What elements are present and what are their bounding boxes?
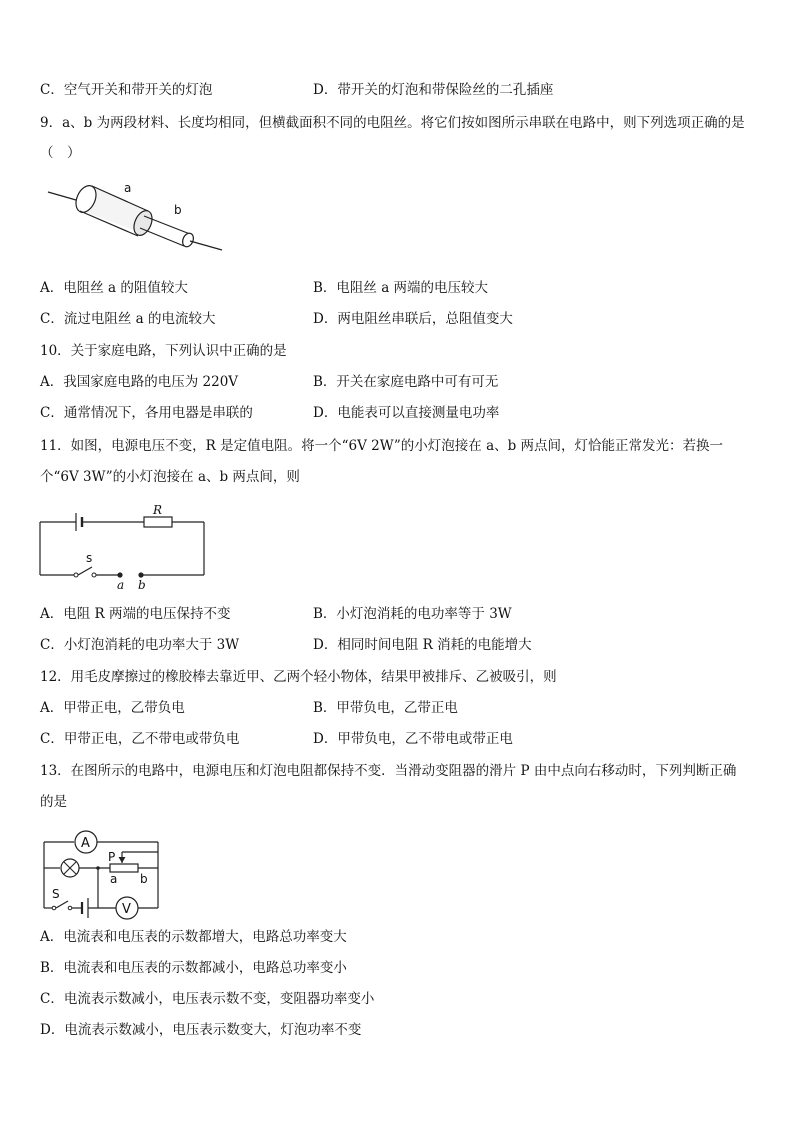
q11-label-s: s [86,551,93,565]
q13-option-a: A．电流表和电压表的示数都增大，电路总功率变大 [40,929,347,945]
q9-stem-line2: （ ） [40,145,81,161]
q13-label-ammeter: A [81,836,90,851]
q9-option-b: B．电阻丝 a 两端的电压较大 [313,280,489,296]
q11-option-d: D．相同时间电阻 R 消耗的电能增大 [313,637,532,653]
q13-circuit-figure [38,822,164,918]
q13-option-c: C．电流表示数减小，电压表示数不变，变阻器功率变小 [40,991,375,1007]
q13-option-d: D．电流表示数减小，电压表示数变大，灯泡功率不变 [40,1022,362,1038]
q13-label-a: a [110,872,118,886]
q11-resistor-r [144,517,172,527]
q11-label-r: R [153,503,163,517]
q10-option-a: A．我国家庭电路的电压为 220V [40,374,239,390]
q9-option-a: A．电阻丝 a 的阻值较大 [40,280,188,296]
q9-resistance-wire-figure [40,178,230,258]
q10-stem: 10．关于家庭电路，下列认识中正确的是 [40,343,287,359]
q10-option-b: B．开关在家庭电路中可有可无 [313,374,499,390]
q10-option-c: C．通常情况下，各用电器是串联的 [40,405,253,421]
q11-stem-line1: 11．如图，电源电压不变，R 是定值电阻。将一个“6V 2W”的小灯泡接在 a、b 两点间，灯恰能正常发光：若换一 [40,438,724,454]
q13-slider-p [119,857,126,863]
q13-switch-s [56,901,68,908]
q12-option-b: B．甲带负电，乙带正电 [313,700,458,716]
q12-stem: 12．用毛皮摩擦过的橡胶棒去靠近甲、乙两个轻小物体，结果甲被排斥、乙被吸引，则 [40,669,557,685]
q12-option-a: A．甲带正电，乙带负电 [40,700,185,716]
q10-option-d: D．电能表可以直接测量电功率 [313,405,500,421]
q11-option-a: A．电阻 R 两端的电压保持不变 [40,606,231,622]
q13-label-s: S [52,887,60,901]
q13-label-b: b [140,872,148,886]
q9-option-d: D．两电阻丝串联后，总阻值变大 [313,311,513,327]
q11-option-c: C．小灯泡消耗的电功率大于 3W [40,637,240,653]
q11-label-a: a [117,578,125,592]
q13-label-voltmeter: V [122,902,131,917]
q11-switch-s [78,567,92,575]
q13-rheostat [110,864,138,872]
q13-option-b: B．电流表和电压表的示数都减小，电路总功率变小 [40,960,347,976]
q13-stem-line2: 的是 [40,794,67,810]
q9-option-c: C．流过电阻丝 a 的电流较大 [40,311,216,327]
q11-stem-line2: 个“6V 3W”的小灯泡接在 a、b 两点间，则 [40,469,300,485]
q12-option-d: D．甲带负电，乙不带电或带正电 [313,731,513,747]
q11-option-b: B．小灯泡消耗的电功率等于 3W [313,606,512,622]
q12-option-c: C．甲带正电，乙不带电或带负电 [40,731,240,747]
q11-terminal-b [138,572,143,577]
q9-stem-line1: 9．a、b 为两段材料、长度均相同，但横截面积不同的电阻丝。将它们按如图所示串联在电路中，则下列选项正确的是 [40,115,745,131]
q9-figure-label-b: b [174,203,182,217]
q8-option-d: D．带开关的灯泡和带保险丝的二孔插座 [313,82,554,98]
q11-terminal-a [117,572,122,577]
q8-option-c: C．空气开关和带开关的灯泡 [40,82,213,98]
q11-label-b: b [138,578,146,592]
q9-figure-label-a: a [124,181,132,195]
q11-circuit-figure [38,502,208,592]
q13-stem-line1: 13．在图所示的电路中，电源电压和灯泡电阻都保持不变．当滑动变阻器的滑片 P 由中点向右移动时，下列判断正确 [40,763,737,779]
q13-label-p: P [108,850,116,864]
